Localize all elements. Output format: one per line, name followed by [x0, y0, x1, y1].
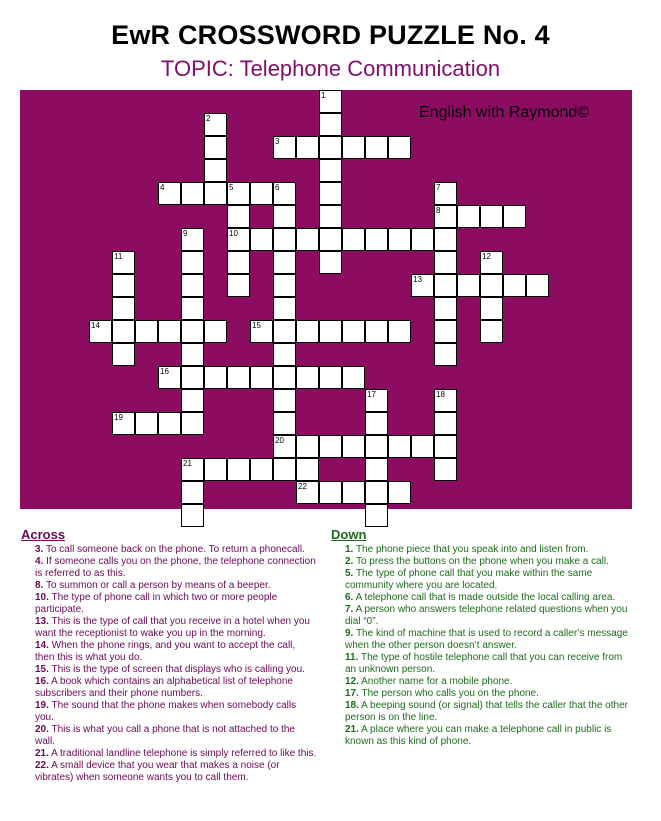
- across-clue-text: A small device that you wear that makes a noise (or vibrates) when someone wants you to call them.: [35, 760, 280, 783]
- grid-cell[interactable]: [480, 297, 503, 320]
- grid-cell[interactable]: [365, 228, 388, 251]
- grid-cell[interactable]: [227, 182, 250, 205]
- grid-cell[interactable]: [112, 274, 135, 297]
- grid-cell[interactable]: [296, 481, 319, 504]
- puzzle-topic: TOPIC: Telephone Communication: [160, 56, 501, 81]
- grid-cell[interactable]: [273, 136, 296, 159]
- grid-cell[interactable]: [273, 366, 296, 389]
- grid-cell[interactable]: [181, 343, 204, 366]
- grid-cell[interactable]: [411, 274, 434, 297]
- across-clue: [21, 748, 317, 760]
- across-clue-text: If someone calls you on the phone, the telephone connection is referred to as this.: [35, 556, 316, 579]
- across-clue: [21, 700, 317, 724]
- grid-cell[interactable]: [342, 320, 365, 343]
- grid-number: 21: [183, 459, 192, 468]
- grid-cell[interactable]: [319, 435, 342, 458]
- grid-cell[interactable]: [319, 90, 342, 113]
- down-clue-number: 5.: [345, 568, 354, 579]
- across-clue-number: 4.: [35, 556, 44, 567]
- grid-cell[interactable]: [319, 251, 342, 274]
- grid-cell[interactable]: [250, 366, 273, 389]
- grid-cell[interactable]: [135, 412, 158, 435]
- across-clue: [21, 676, 317, 700]
- down-clue: [331, 628, 631, 652]
- grid-cell[interactable]: [434, 251, 457, 274]
- grid-cell[interactable]: [388, 136, 411, 159]
- grid-number: 9: [183, 229, 188, 238]
- across-clue: [21, 724, 317, 748]
- grid-number: 3: [275, 137, 280, 146]
- grid-number: 12: [482, 252, 491, 261]
- grid-cell[interactable]: [319, 228, 342, 251]
- grid-number: 17: [367, 390, 376, 399]
- grid-cell[interactable]: [181, 458, 204, 481]
- down-clue: [331, 724, 631, 748]
- grid-number: 14: [91, 321, 100, 330]
- down-clue-number: 12.: [345, 676, 359, 687]
- down-clue-number: 21.: [345, 724, 359, 735]
- down-clue-number: 2.: [345, 556, 354, 567]
- grid-cell[interactable]: [135, 320, 158, 343]
- grid-cell[interactable]: [365, 412, 388, 435]
- grid-cell[interactable]: [342, 435, 365, 458]
- down-clue: [331, 676, 631, 688]
- across-clue: [21, 616, 317, 640]
- grid-cell[interactable]: [227, 458, 250, 481]
- grid-cell[interactable]: [388, 481, 411, 504]
- grid-cell[interactable]: [434, 205, 457, 228]
- grid-cell[interactable]: [365, 481, 388, 504]
- grid-cell[interactable]: [342, 366, 365, 389]
- grid-cell[interactable]: [296, 458, 319, 481]
- grid-cell[interactable]: [273, 274, 296, 297]
- down-clues: [331, 528, 631, 748]
- grid-number: 6: [275, 183, 280, 192]
- down-clue: [331, 592, 631, 604]
- crossword-board: [20, 90, 632, 509]
- grid-cell[interactable]: [411, 435, 434, 458]
- grid-cell[interactable]: [181, 251, 204, 274]
- grid-cell[interactable]: [480, 205, 503, 228]
- grid-cell[interactable]: [181, 481, 204, 504]
- grid-cell[interactable]: [250, 228, 273, 251]
- grid-cell[interactable]: [296, 136, 319, 159]
- grid-cell[interactable]: [319, 113, 342, 136]
- across-clue-number: 19.: [35, 700, 49, 711]
- grid-cell[interactable]: [273, 320, 296, 343]
- grid-cell[interactable]: [204, 366, 227, 389]
- grid-cell[interactable]: [227, 251, 250, 274]
- grid-cell[interactable]: [434, 182, 457, 205]
- across-clue-text: The sound that the phone makes when somebody calls you.: [35, 700, 297, 723]
- down-clue: [331, 544, 631, 556]
- down-clue-text: A telephone call that is made outside the local calling area.: [353, 592, 616, 603]
- grid-cell[interactable]: [204, 113, 227, 136]
- down-clue-number: 1.: [345, 544, 354, 555]
- grid-cell[interactable]: [250, 320, 273, 343]
- down-clue-text: To press the buttons on the phone when you make a call.: [353, 556, 609, 567]
- grid-cell[interactable]: [273, 297, 296, 320]
- grid-number: 16: [160, 367, 169, 376]
- grid-cell[interactable]: [319, 205, 342, 228]
- down-clue: [331, 652, 631, 676]
- across-clue-number: 8.: [35, 580, 44, 591]
- grid-cell[interactable]: [342, 136, 365, 159]
- grid-cell[interactable]: [89, 320, 112, 343]
- across-heading: Across: [21, 527, 66, 542]
- grid-cell[interactable]: [434, 389, 457, 412]
- grid-cell[interactable]: [273, 389, 296, 412]
- across-clue-text: When the phone rings, and you want to accept the call, then this is what you do.: [35, 640, 296, 663]
- across-clue: [21, 556, 317, 580]
- down-clue-number: 17.: [345, 688, 359, 699]
- grid-cell[interactable]: [112, 343, 135, 366]
- across-clue-number: 14.: [35, 640, 49, 651]
- across-clue-number: 20.: [35, 724, 49, 735]
- grid-cell[interactable]: [181, 297, 204, 320]
- grid-cell[interactable]: [365, 435, 388, 458]
- grid-cell[interactable]: [296, 320, 319, 343]
- down-clue-text: A place where you can make a telephone call in public is known as this kind of phone.: [345, 724, 612, 747]
- grid-cell[interactable]: [342, 228, 365, 251]
- down-clue-text: The kind of machine that is used to record a caller’s message when the other person doesn’t answer.: [345, 628, 628, 651]
- grid-cell[interactable]: [227, 228, 250, 251]
- down-clue-text: The phone piece that you speak into and listen from.: [353, 544, 589, 555]
- down-clue-text: The person who calls you on the phone.: [358, 688, 539, 699]
- grid-cell[interactable]: [112, 297, 135, 320]
- down-clue-number: 7.: [345, 604, 354, 615]
- grid-cell[interactable]: [273, 205, 296, 228]
- down-clue-text: The type of phone call that you make within the same community where you are located.: [345, 568, 593, 591]
- across-clue-text: To summon or call a person by means of a beeper.: [43, 580, 271, 591]
- down-clue-number: 18.: [345, 700, 359, 711]
- across-clues: [21, 528, 317, 784]
- down-clue: [331, 556, 631, 568]
- grid-cell[interactable]: [411, 228, 434, 251]
- grid-cell[interactable]: [434, 320, 457, 343]
- grid-cell[interactable]: [273, 412, 296, 435]
- across-clue-number: 15.: [35, 664, 49, 675]
- down-clue-text: The type of hostile telephone call that you can receive from an unknown person.: [345, 652, 623, 675]
- grid-cell[interactable]: [273, 182, 296, 205]
- down-clue: [331, 568, 631, 592]
- grid-cell[interactable]: [434, 297, 457, 320]
- across-clue-number: 3.: [35, 544, 44, 555]
- grid-cell[interactable]: [204, 182, 227, 205]
- grid-cell[interactable]: [204, 458, 227, 481]
- grid-cell[interactable]: [365, 504, 388, 527]
- grid-cell[interactable]: [227, 274, 250, 297]
- grid-cell[interactable]: [365, 458, 388, 481]
- grid-cell[interactable]: [319, 136, 342, 159]
- across-clue: [21, 592, 317, 616]
- grid-cell[interactable]: [480, 251, 503, 274]
- grid-cell[interactable]: [227, 205, 250, 228]
- credit-label: English with Raymond©: [419, 104, 590, 121]
- grid-cell[interactable]: [434, 435, 457, 458]
- grid-cell[interactable]: [480, 274, 503, 297]
- across-clue-text: To call someone back on the phone. To return a phonecall.: [43, 544, 305, 555]
- grid-cell[interactable]: [273, 228, 296, 251]
- grid-cell[interactable]: [250, 458, 273, 481]
- grid-number: 15: [252, 321, 261, 330]
- grid-cell[interactable]: [388, 228, 411, 251]
- across-clue-text: This is the type of screen that displays who is calling you.: [48, 664, 305, 675]
- grid-cell[interactable]: [273, 251, 296, 274]
- down-clue-number: 6.: [345, 592, 354, 603]
- down-clue: [331, 688, 631, 700]
- grid-cell[interactable]: [457, 274, 480, 297]
- grid-cell[interactable]: [181, 274, 204, 297]
- across-clue-text: This is what you call a phone that is not attached to the wall.: [35, 724, 295, 747]
- grid-cell[interactable]: [250, 182, 273, 205]
- grid-cell[interactable]: [204, 159, 227, 182]
- grid-cell[interactable]: [388, 435, 411, 458]
- grid-cell[interactable]: [181, 228, 204, 251]
- grid-cell[interactable]: [158, 412, 181, 435]
- grid-number: 11: [114, 252, 123, 261]
- across-clue: [21, 640, 317, 664]
- grid-number: 19: [114, 413, 123, 422]
- across-clue: [21, 580, 317, 592]
- down-clue-number: 11.: [345, 652, 359, 663]
- grid-cell[interactable]: [181, 504, 204, 527]
- across-clue-text: A book which contains an alphabetical list of telephone subscribers and their phone numbers.: [35, 676, 293, 699]
- across-clue-text: A traditional landline telephone is simply referred to like this.: [48, 748, 317, 759]
- grid-cell[interactable]: [388, 320, 411, 343]
- grid-cell[interactable]: [434, 274, 457, 297]
- down-clue: [331, 604, 631, 628]
- grid-cell[interactable]: [296, 435, 319, 458]
- grid-number: 10: [229, 229, 238, 238]
- grid-number: 8: [436, 206, 441, 215]
- grid-cell[interactable]: [319, 481, 342, 504]
- grid-cell[interactable]: [365, 320, 388, 343]
- grid-number: 1: [321, 91, 326, 100]
- grid-cell[interactable]: [434, 412, 457, 435]
- grid-cell[interactable]: [112, 251, 135, 274]
- grid-cell[interactable]: [158, 366, 181, 389]
- grid-cell[interactable]: [181, 320, 204, 343]
- down-clue-text: A beeping sound (or signal) that tells the caller that the other person is on the line.: [345, 700, 628, 723]
- down-clue-text: Another name for a mobile phone.: [358, 676, 513, 687]
- grid-cell[interactable]: [526, 274, 549, 297]
- grid-cell[interactable]: [296, 366, 319, 389]
- down-clue: [331, 700, 631, 724]
- grid-cell[interactable]: [204, 136, 227, 159]
- grid-cell[interactable]: [365, 136, 388, 159]
- across-clue: [21, 664, 317, 676]
- across-clue-number: 21.: [35, 748, 49, 759]
- grid-cell[interactable]: [273, 435, 296, 458]
- grid-cell[interactable]: [457, 205, 480, 228]
- grid-cell[interactable]: [319, 366, 342, 389]
- down-clue-text: A person who answers telephone related questions when you dial “0”.: [345, 604, 628, 627]
- grid-cell[interactable]: [503, 274, 526, 297]
- grid-cell[interactable]: [319, 159, 342, 182]
- across-clue-text: This is the type of call that you receive in a hotel when you want the receptionist to wake you up in the morning.: [35, 616, 310, 639]
- across-clue-text: The type of phone call in which two or more people participate.: [35, 592, 278, 615]
- grid-cell[interactable]: [181, 412, 204, 435]
- grid-number: 4: [160, 183, 165, 192]
- across-clue-number: 16.: [35, 676, 49, 687]
- grid-number: 22: [298, 482, 307, 491]
- grid-cell[interactable]: [480, 320, 503, 343]
- grid-cell[interactable]: [296, 228, 319, 251]
- grid-cell[interactable]: [273, 343, 296, 366]
- across-clue-number: 22.: [35, 760, 49, 771]
- grid-cell[interactable]: [227, 366, 250, 389]
- grid-number: 7: [436, 183, 441, 192]
- grid-cell[interactable]: [112, 320, 135, 343]
- across-clue: [21, 760, 317, 784]
- grid-number: 20: [275, 436, 284, 445]
- across-clue-number: 10.: [35, 592, 49, 603]
- down-clue-number: 9.: [345, 628, 354, 639]
- grid-cell[interactable]: [112, 412, 135, 435]
- grid-cell[interactable]: [273, 458, 296, 481]
- down-heading: Down: [331, 527, 367, 542]
- grid-number: 5: [229, 183, 234, 192]
- grid-cell[interactable]: [204, 320, 227, 343]
- grid-number: 2: [206, 114, 211, 123]
- grid-cell[interactable]: [365, 389, 388, 412]
- puzzle-title: EwR CROSSWORD PUZZLE No. 4: [111, 20, 550, 50]
- grid-cell[interactable]: [181, 389, 204, 412]
- across-clue-number: 13.: [35, 616, 49, 627]
- grid-cell[interactable]: [503, 205, 526, 228]
- grid-cell[interactable]: [158, 320, 181, 343]
- grid-cell[interactable]: [319, 320, 342, 343]
- grid-cell[interactable]: [342, 481, 365, 504]
- grid-cell[interactable]: [434, 458, 457, 481]
- across-clue: [21, 544, 317, 556]
- grid-cell[interactable]: [158, 182, 181, 205]
- grid-number: 13: [413, 275, 422, 284]
- grid-cell[interactable]: [181, 366, 204, 389]
- grid-number: 18: [436, 390, 445, 399]
- grid-cell[interactable]: [434, 343, 457, 366]
- grid-cell[interactable]: [434, 228, 457, 251]
- grid-cell[interactable]: [319, 182, 342, 205]
- grid-cell[interactable]: [181, 182, 204, 205]
